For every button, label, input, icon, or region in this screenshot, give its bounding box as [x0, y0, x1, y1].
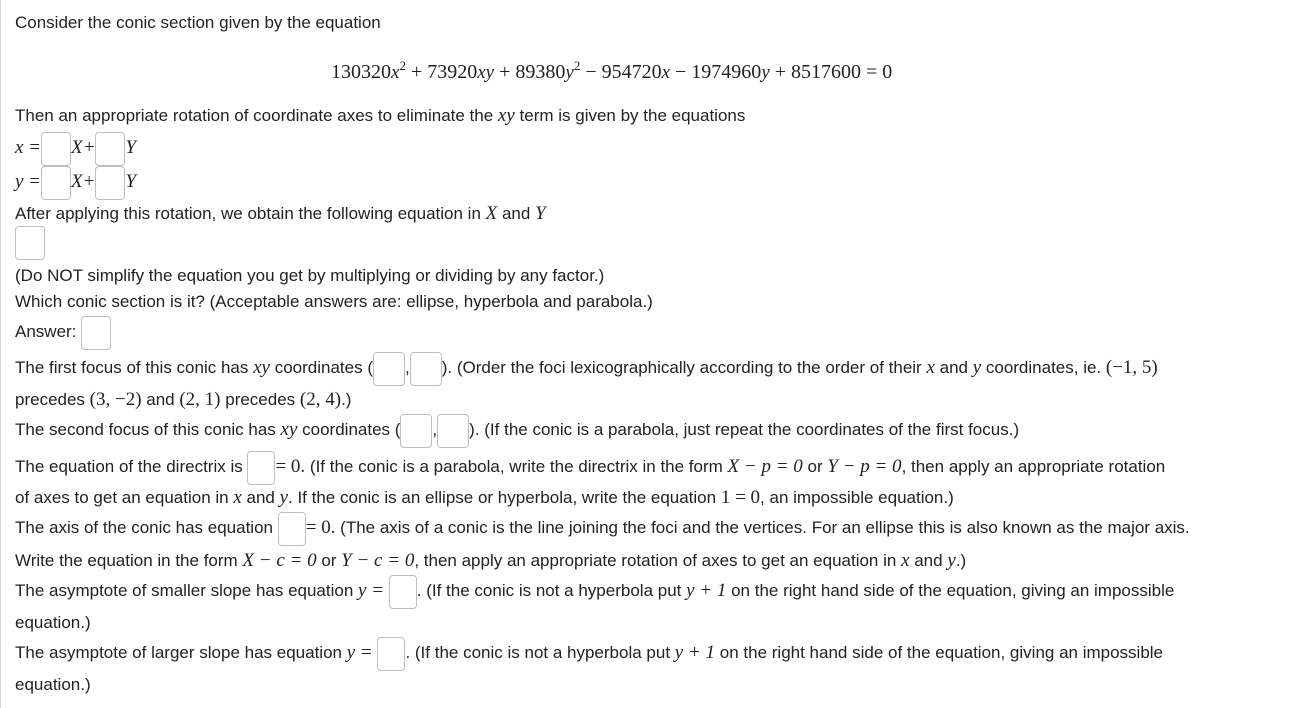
axis-line2-post: .) — [955, 551, 967, 570]
eq-coef-x: − 954720 — [580, 61, 662, 83]
focus1-var: xy — [253, 357, 270, 378]
focus2-row — [15, 413, 1019, 448]
focus1-line2-pre: precedes — [15, 390, 90, 409]
axis-vx: x — [901, 550, 910, 571]
axis-row-2 — [15, 550, 966, 572]
asymptote-large-row-2 — [15, 674, 91, 696]
directrix-row — [15, 450, 1165, 485]
eq-var-x: x — [391, 62, 400, 83]
directrix-vy: y — [279, 487, 289, 508]
asym-small-yeq: y = — [358, 580, 385, 601]
focus1-mid: coordinates ( — [269, 358, 373, 377]
focus2-x-input[interactable] — [400, 414, 432, 448]
directrix-pre: The equation of the directrix is — [15, 457, 248, 476]
asymptote-small-row-2 — [15, 612, 91, 634]
focus1-example4: (2, 4) — [299, 389, 342, 410]
after-rotation-X: X — [485, 203, 498, 224]
focus2-comma: , — [432, 420, 438, 439]
rotated-equation-input[interactable] — [15, 226, 45, 260]
intro-label: Consider the conic section given by the equation — [15, 13, 381, 32]
row-x-Y: Y — [125, 137, 137, 158]
focus1-row-2 — [15, 389, 351, 411]
row-y-X: X+ — [71, 171, 96, 192]
focus1-example2: (3, −2) — [89, 389, 142, 410]
directrix-eq0: = 0. — [275, 456, 306, 477]
directrix-vx: x — [233, 487, 242, 508]
axis-eq0: = 0. — [305, 517, 336, 538]
axis-input[interactable] — [278, 512, 306, 546]
directrix-form1: X − p = 0 — [727, 456, 803, 477]
asymptote-small-row — [15, 574, 1174, 609]
eq-coef-y2: + 89380 — [494, 61, 566, 83]
row-y-Y: Y — [125, 171, 137, 192]
axis-vy: y — [947, 550, 956, 571]
asym-small-line2: equation.) — [15, 613, 91, 632]
rotation-intro-var: xy — [497, 105, 515, 126]
focus1-post2: coordinates, ie. — [981, 358, 1106, 377]
asymptote-small-input[interactable] — [389, 575, 417, 609]
focus2-pre: The second focus of this conic has — [15, 420, 281, 439]
after-rotation-Y: Y — [535, 203, 546, 224]
focus2-post: ). (If the conic is a parabola, just repeat the coordinates of the first focus.) — [469, 420, 1020, 439]
asym-small-post: . (If the conic is not a hyperbola put — [416, 581, 687, 600]
axis-row — [15, 511, 1190, 546]
which-conic — [15, 291, 653, 313]
focus1-row — [15, 351, 1158, 386]
eq-var-y: y — [565, 62, 574, 83]
axis-and: and — [909, 551, 948, 570]
focus1-example3: (2, 1) — [179, 389, 221, 410]
after-rotation-text — [15, 203, 546, 225]
row-x-lhs: x = — [15, 137, 42, 158]
focus1-x-input[interactable] — [373, 352, 405, 386]
eq-exp-y: 2 — [573, 58, 581, 73]
conic-type-input[interactable] — [81, 316, 111, 350]
focus1-and: and — [934, 358, 973, 377]
focus1-post: ). (Order the foci lexicographically according to the order of their — [441, 358, 927, 377]
focus1-line2-post: .) — [341, 390, 352, 409]
rotated-equation-row — [15, 226, 45, 260]
eq-var-xy: xy — [477, 62, 495, 83]
asym-large-yp1: y + 1 — [674, 642, 716, 663]
directrix-and: and — [241, 488, 280, 507]
directrix-line2-mid: . If the conic is an ellipse or hyperbola, write the equation — [288, 488, 721, 507]
asym-small-yp1: y + 1 — [686, 580, 727, 601]
eq-var-x1: x — [661, 62, 671, 83]
axis-pre: The axis of the conic has equation — [15, 518, 278, 537]
asym-small-pre: The asymptote of smaller slope has equation — [15, 581, 359, 600]
directrix-post2: , then apply an appropriate rotation — [901, 457, 1166, 476]
conic-equation — [331, 58, 892, 84]
eq-coef-x2: 130320 — [331, 61, 391, 83]
eq-exp-x: 2 — [399, 58, 406, 73]
asymptote-large-row — [15, 636, 1163, 671]
axis-post: (The axis of a conic is the line joining the foci and the vertices. For an ellipse this is also known as the major axis. — [335, 518, 1190, 537]
rotation-intro — [15, 105, 745, 127]
focus2-y-input[interactable] — [437, 414, 469, 448]
asym-large-pre: The asymptote of larger slope has equation — [15, 643, 347, 662]
which-conic-label: Which conic section is it? (Acceptable answers are: ellipse, hyperbola and parabola.) — [15, 292, 653, 311]
asym-large-post2: on the right hand side of the equation, giving an impossible — [715, 643, 1164, 662]
eq-constant: + 8517600 = 0 — [769, 61, 893, 83]
asym-small-post2: on the right hand side of the equation, giving an impossible — [726, 581, 1175, 600]
asym-large-yeq: y = — [346, 642, 373, 663]
y-coef-Y-input[interactable] — [95, 166, 125, 200]
directrix-form2: Y − p = 0 — [827, 456, 902, 477]
axis-or: or — [316, 551, 342, 570]
axis-form1: X − c = 0 — [242, 550, 317, 571]
focus2-var: xy — [280, 419, 298, 440]
answer-row — [15, 315, 111, 350]
asym-large-post: . (If the conic is not a hyperbola put — [405, 643, 675, 662]
row-x-X: X+ — [71, 137, 96, 158]
focus1-line2-mid: and — [141, 390, 180, 409]
after-rotation-mid: and — [497, 204, 536, 223]
eq-var-y1: y — [761, 62, 770, 83]
axis-line2-mid: , then apply an appropriate rotation of axes to get an equation in — [414, 551, 902, 570]
note-simplify — [15, 265, 604, 287]
rotation-row-y — [15, 165, 136, 200]
focus1-pre: The first focus of this conic has — [15, 358, 254, 377]
focus2-mid: coordinates ( — [297, 420, 401, 439]
directrix-row-2 — [15, 487, 954, 509]
intro-text — [15, 12, 381, 34]
asymptote-large-input[interactable] — [377, 637, 405, 671]
x-coef-Y-input[interactable] — [95, 132, 125, 166]
directrix-or: or — [802, 457, 828, 476]
y-coef-X-input[interactable] — [41, 166, 71, 200]
directrix-line2-post: , an impossible equation.) — [760, 488, 954, 507]
axis-line2-pre: Write the equation in the form — [15, 551, 243, 570]
focus1-example1: (−1, 5) — [1105, 357, 1158, 378]
after-rotation-pre: After applying this rotation, we obtain the following equation in — [15, 204, 486, 223]
x-coef-X-input[interactable] — [41, 132, 71, 166]
focus1-vx: x — [926, 357, 935, 378]
row-y-lhs: y = — [15, 171, 42, 192]
answer-label: Answer: — [15, 322, 77, 341]
focus1-comma: , — [404, 358, 410, 377]
eq-coef-xy: + 73920 — [405, 61, 478, 83]
problem-page — [1, 0, 1296, 708]
asym-large-line2: equation.) — [15, 675, 91, 694]
rotation-intro-pre: Then an appropriate rotation of coordinate axes to eliminate the — [15, 106, 498, 125]
rotation-row-x — [15, 131, 136, 166]
axis-form2: Y − c = 0 — [341, 550, 415, 571]
note-simplify-label: (Do NOT simplify the equation you get by multiplying or dividing by any factor.) — [15, 266, 605, 285]
rotation-intro-post: term is given by the equations — [514, 106, 746, 125]
focus1-vy: y — [972, 357, 982, 378]
directrix-post: (If the conic is a parabola, write the directrix in the form — [305, 457, 728, 476]
directrix-line2-pre: of axes to get an equation in — [15, 488, 234, 507]
directrix-impossible: 1 = 0 — [720, 487, 761, 508]
focus1-y-input[interactable] — [410, 352, 442, 386]
eq-coef-y: − 1974960 — [670, 61, 762, 83]
directrix-input[interactable] — [247, 451, 275, 485]
focus1-line2-mid2: precedes — [220, 390, 300, 409]
